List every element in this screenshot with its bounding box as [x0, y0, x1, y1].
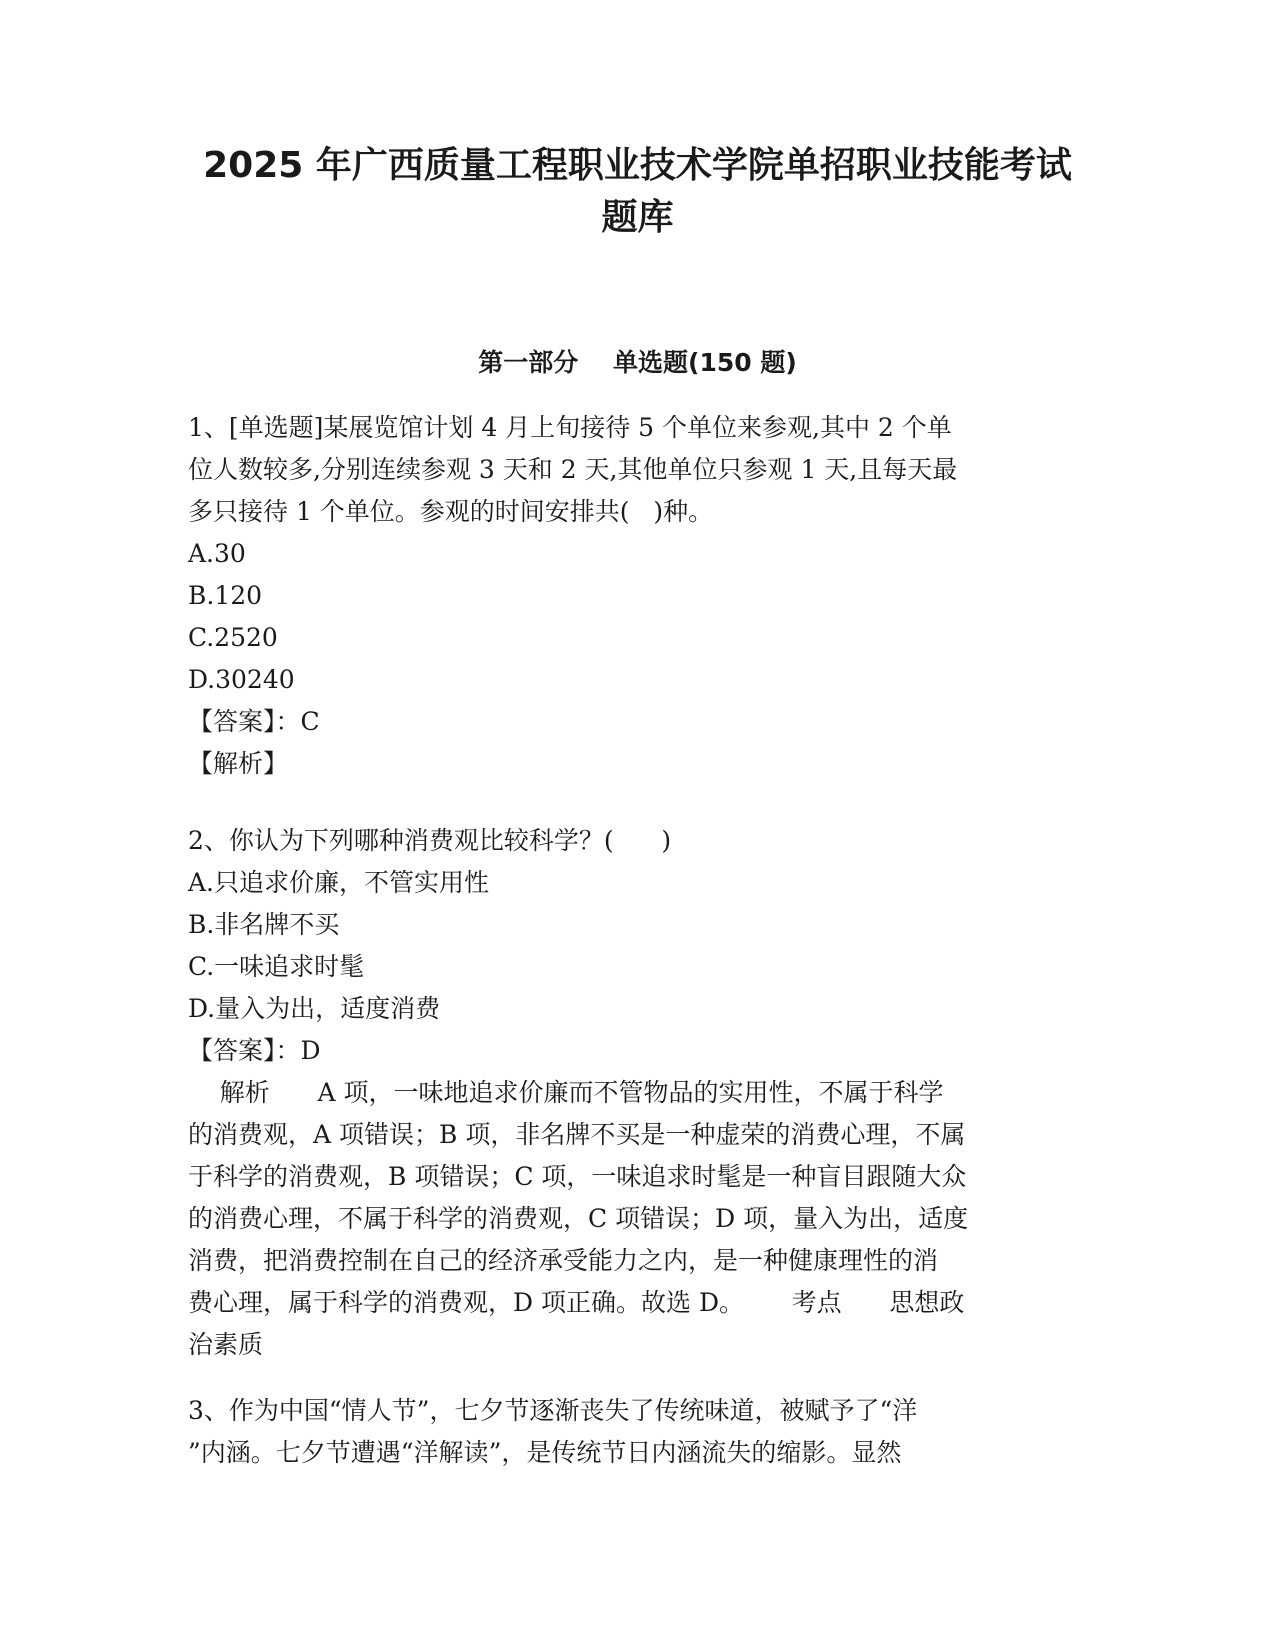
question-stem-line: 位人数较多,分别连续参观 3 天和 2 天,其他单位只参观 1 天,且每天最 [188, 455, 958, 484]
question-stem-line: ”内涵。七夕节遭遇“洋解读”，是传统节日内涵流失的缩影。显然 [188, 1438, 902, 1467]
analysis-line: 的消费观，A 项错误；B 项，非名牌不买是一种虚荣的消费心理，不属 [188, 1120, 966, 1149]
option-c: C.一味追求时髦 [188, 952, 365, 981]
question-stem-line: 3、作为中国“情人节”，七夕节逐渐丧失了传统味道，被赋予了“洋 [188, 1396, 918, 1425]
analysis-line: 消费，把消费控制在自己的经济承受能力之内，是一种健康理性的消 [188, 1246, 939, 1275]
option-c: C.2520 [188, 623, 278, 652]
question-stem-line: 多只接待 1 个单位。参观的时间安排共( )种。 [188, 497, 714, 526]
option-d: D.量入为出，适度消费 [188, 994, 441, 1023]
section-heading: 第一部分 单选题(150 题) [478, 348, 797, 377]
option-a: A.只追求价廉，不管实用性 [188, 868, 490, 897]
analysis-line: 解析 A 项，一味地追求价廉而不管物品的实用性，不属于科学 [188, 1078, 944, 1107]
question-1 [188, 407, 1088, 785]
analysis-line: 的消费心理，不属于科学的消费观，C 项错误；D 项，量入为出，适度 [188, 1204, 969, 1233]
option-b: B.非名牌不买 [188, 910, 340, 939]
title-line-1: 2025 年广西质量工程职业技术学院单招职业技能考试 [203, 145, 1072, 186]
answer-line: 【答案】：C [188, 707, 320, 736]
question-2 [188, 820, 1088, 1366]
question-3 [188, 1390, 1088, 1474]
option-d: D.30240 [188, 665, 295, 694]
option-b: B.120 [188, 581, 263, 610]
analysis-line: 治素质 [188, 1330, 264, 1359]
document-title [150, 140, 1125, 244]
title-line-2: 题库 [601, 197, 674, 238]
analysis-line: 费心理，属于科学的消费观，D 项正确。故选 D。 考点 思想政 [188, 1288, 965, 1317]
analysis-line: 于科学的消费观，B 项错误；C 项，一味追求时髦是一种盲目跟随大众 [188, 1162, 967, 1191]
option-a: A.30 [188, 539, 246, 568]
analysis-line: 【解析】 [188, 749, 289, 778]
question-stem-line: 1、[单选题]某展览馆计划 4 月上旬接待 5 个单位来参观,其中 2 个单 [188, 413, 952, 442]
question-stem-line: 2、你认为下列哪种消费观比较科学？( ) [188, 826, 672, 855]
answer-line: 【答案】：D [188, 1036, 321, 1065]
